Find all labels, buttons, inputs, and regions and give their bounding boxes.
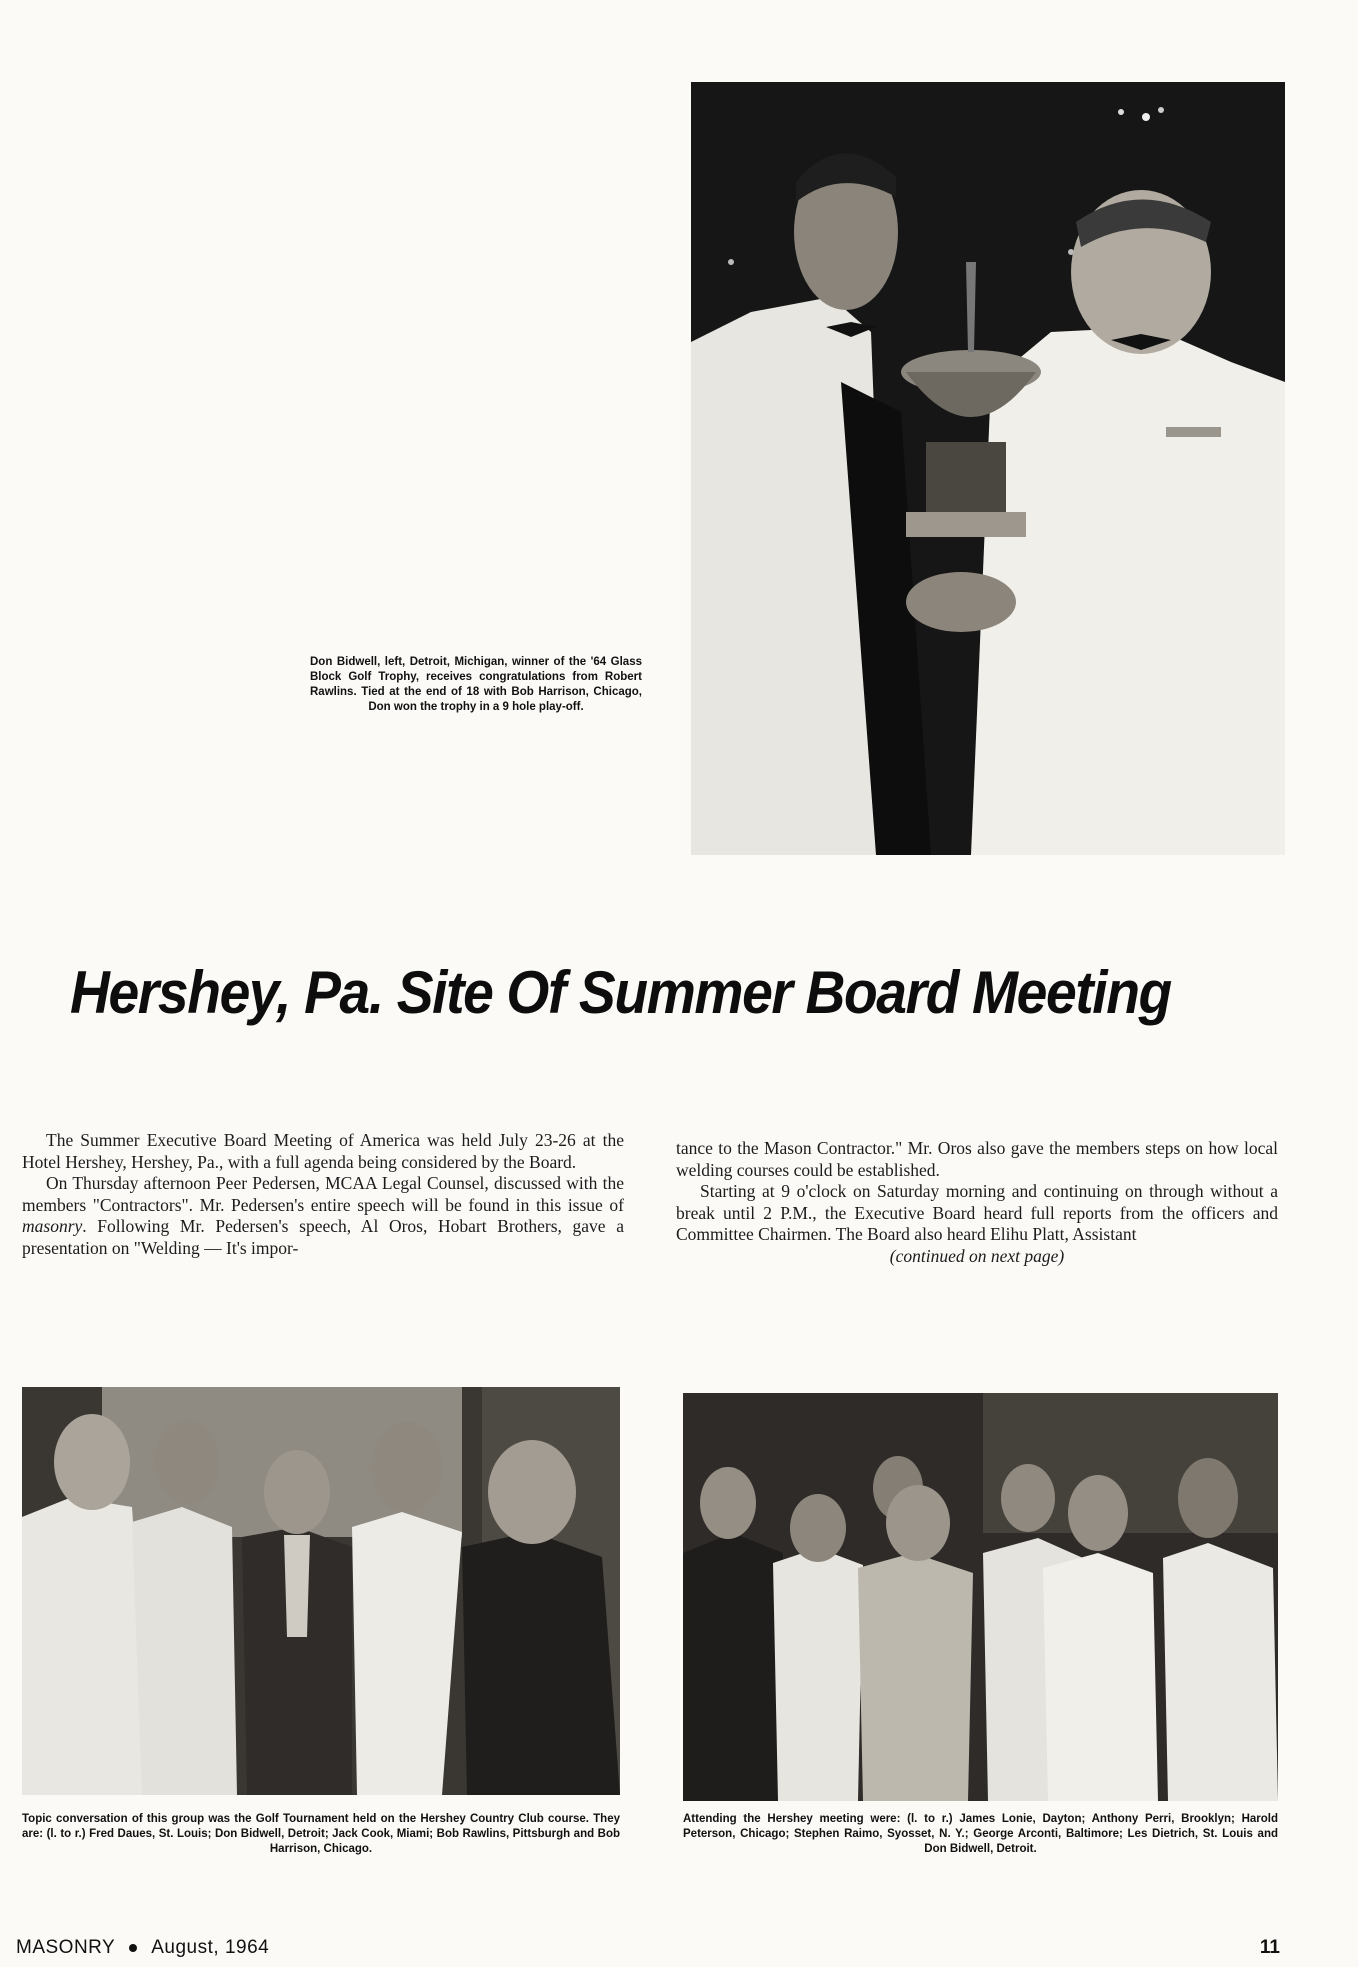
issue-date: August, 1964 [151,1937,270,1958]
article-column-right [676,1138,1278,1268]
caption-meeting-attendees: Attending the Hershey meeting were: (l. to r.) James Lonie, Dayton; Anthony Perri, Brooklyn; Harold Peterson, Chicago; Stephen Raimo, Syosset, N. Y.; George Arconti, Baltimore; Les Dietrich, St. Louis and Don Bidwell, Detroit. [683,1813,1278,1855]
article-headline: Hershey, Pa. Site Of Summer Board Meeting [70,959,1171,1026]
article-column-left [22,1130,624,1260]
paragraph: Starting at 9 o'clock on Saturday morning and continuing on through without a break until 2 P.M., the Executive Board heard full reports from the officers and Committee Chairmen. The Board also heard Elihu Platt, Assistant [676,1181,1278,1245]
photo-golf-group [22,1387,620,1795]
caption-trophy-presentation: Don Bidwell, left, Detroit, Michigan, winner of the '64 Glass Block Golf Trophy, receives congratulations from Robert Rawlins. Tied at the end of 18 with Bob Harrison, Chicago, Don won the trophy in a 9 hole play-off. [310,656,642,713]
photo-meeting-attendees [683,1393,1278,1801]
publication-name: MASONRY [16,1937,116,1958]
caption-golf-group: Topic conversation of this group was the Golf Tournament held on the Hershey Country Club course. They are: (l. to r.) Fred Daues, St. Louis; Don Bidwell, Detroit; Jack Cook, Miami; Bob Rawlins, Pittsburgh and Bob Harrison, Chicago. [22,1813,620,1855]
publication-name-inline: masonry [22,1216,83,1237]
paragraph: tance to the Mason Contractor." Mr. Oros also gave the members steps on how local welding courses could be established. [676,1138,1278,1180]
continued-note: (continued on next page) [889,1245,1065,1266]
photo-trophy-presentation [691,82,1285,855]
paragraph: On Thursday afternoon Peer Pedersen, MCAA Legal Counsel, discussed with the members "Contractors". Mr. Pedersen's entire speech will be found in this issue of masonry. Following Mr. Pedersen's speech, Al Oros, Hobart Brothers, gave a presentation on "Welding — It's impor- [22,1173,624,1258]
bullet-icon [129,1944,137,1952]
page-number: 11 [1259,1937,1280,1958]
page-footer [16,1937,269,1959]
paragraph: The Summer Executive Board Meeting of America was held July 23-26 at the Hotel Hershey, Hershey, Pa., with a full agenda being considered by the Board. [22,1130,624,1172]
